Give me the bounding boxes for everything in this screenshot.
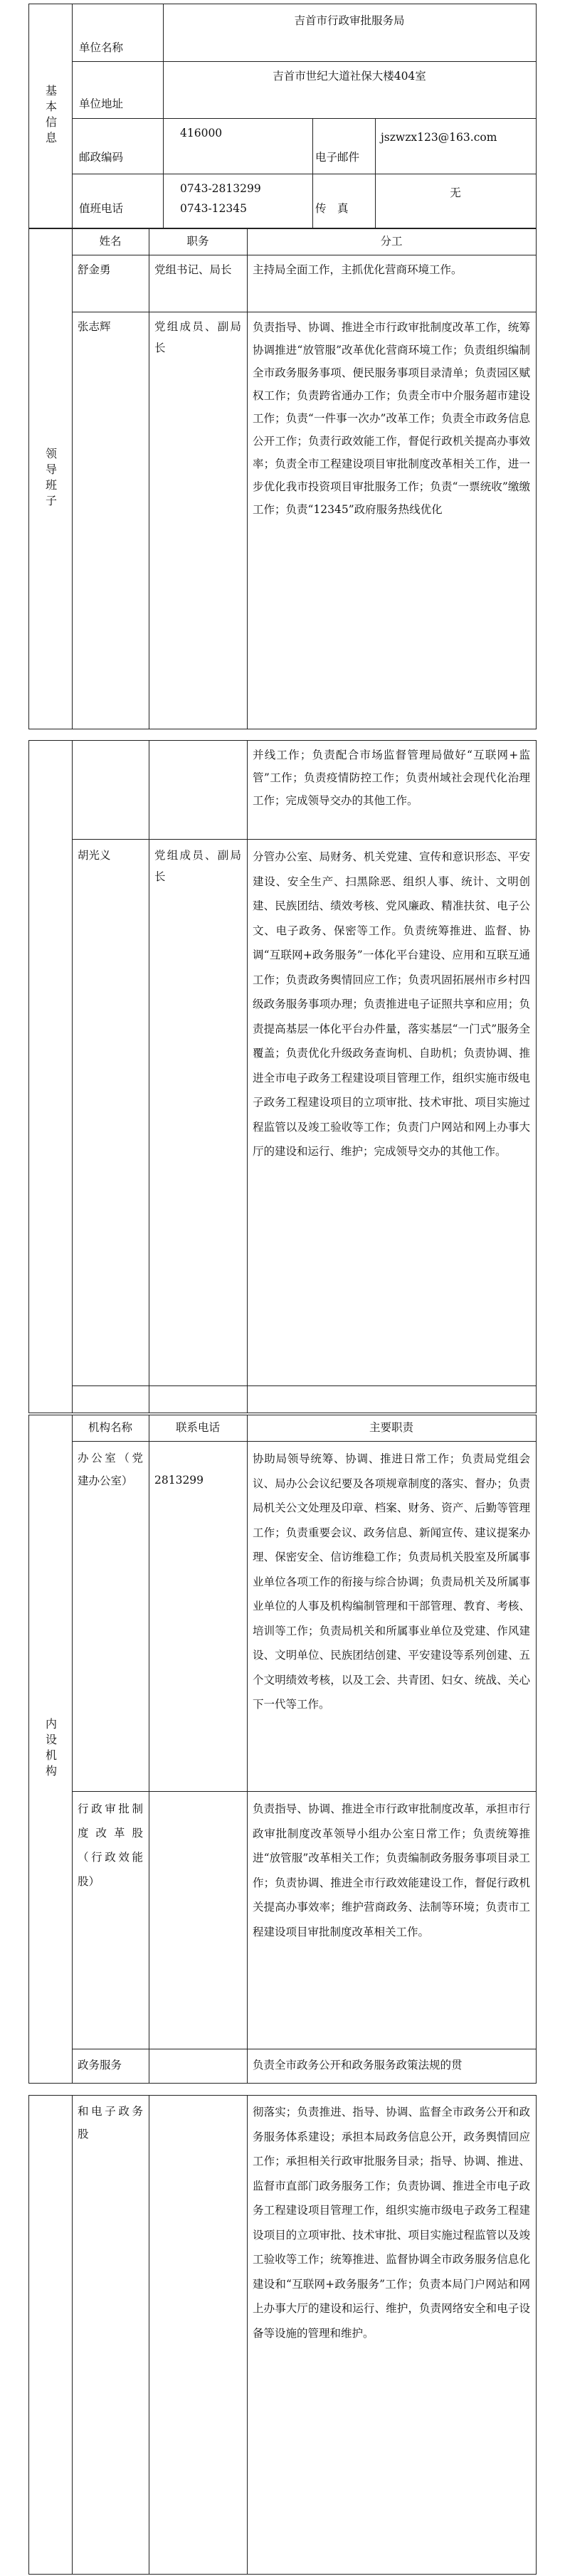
unit-name-label: 单位名称 bbox=[79, 41, 124, 54]
leaders-col-name: 姓名 bbox=[99, 235, 122, 248]
internal-col-duty: 主要职责 bbox=[369, 1421, 413, 1434]
postcode-value: 416000 bbox=[180, 127, 223, 139]
basic-info-side-label: 基本信息 bbox=[43, 85, 58, 147]
org-duty: 负责指导、协调、推进全市行政审批制度改革，承担市行政审批制度改革领导小组办公室日常工作；负责统筹推进“放管服”改革相关工作；负责编制政务服务事项目录工作；负责协调、推进全市行政效能建设工作，督促行政机关提高办事效率；维护营商政务、法制等环境；负责市工程建设项目审批制度改革相关工作。 bbox=[253, 1802, 530, 1938]
leader-title: 党组成员、副局长 bbox=[154, 320, 241, 354]
duty-phone-2: 0743-12345 bbox=[180, 202, 247, 215]
org-name-continued: 和电子政务股 bbox=[78, 2105, 143, 2140]
leaders-col-title: 职务 bbox=[186, 235, 209, 248]
leader-duty: 分管办公室、局财务、机关党建、宣传和意识形态、平安建设、安全生产、扫黑除恶、组织人事、统计、文明创建、民族团结、绩效考核、党风廉政、精准扶贫、电子公文、电子政务、保密等工作。负责统筹推进、监督、协调“互联网+政务服务”一体化平台建设、应用和互联互通工作；负责政务舆情回应工作；负责巩固拓展州市乡村四级政务服务事项办理；负责推进电子证照共享和应用；负责提高基层一体化平台办件量，落实基层“一门式”服务全覆盖；负责优化升级政务查询机、自助机；负责协调、推进全市电子政务工程建设项目管理工作，组织实施市级电子政务工程建设项目的立项审批、技术审批、项目实施过程监管以及竣工验收等工作；负责门户网站和网上办事大厅的建设和运行、维护；完成领导交办的其他工作。 bbox=[253, 850, 530, 1158]
leader-title: 党组书记、局长 bbox=[154, 263, 232, 276]
leader-duty-continued: 并线工作；负责配合市场监督管理局做好“互联网+监管”工作；负责疫情防控工作；负责州域社会现代化治理工作；完成领导交办的其他工作。 bbox=[253, 749, 530, 807]
address-value: 吉首市世纪大道社保大楼404室 bbox=[273, 70, 426, 83]
org-phone: 2813299 bbox=[154, 1474, 204, 1487]
internal-org-side-label: 内设机构 bbox=[43, 1718, 58, 1780]
leader-name: 张志辉 bbox=[78, 320, 111, 333]
leader-duty: 负责指导、协调、推进全市行政审批制度改革工作，统筹协调推进“放管服”改革优化营商环境工作；负责组织编制全市政务服务事项、便民服务事项目录清单；负责园区赋权工作；负责跨省通办工作；负责全市中介服务超市建设工作；负责“一件事一次办”改革工作；负责全市政务信息公开工作；负责行政效能工作，督促行政机关提高办事效率；负责全市工程建设项目审批制度改革相关工作，进一步优化我市投资项目审批服务工作；负责“一票统收”缴缴工作；负责“12345”政府服务热线优化 bbox=[253, 321, 530, 516]
basic-info-section bbox=[28, 4, 537, 228]
email-label: 电子邮件 bbox=[315, 151, 360, 164]
org-duty-continued: 彻落实；负责推进、指导、协调、监督全市政务公开和政务服务体系建设；承担本局政务信息公开，政务舆情回应工作；承担相关行政审批服务目录；指导、协调、推进、监督市直部门政务服务工作；负责协调、推进全市电子政务工程建设项目管理工作，组织实施市级电子政务工程建设项目的立项审批、技术审批、项目实施过程监管以及竣工验收等工作；统筹推进、监督协调全市政务服务信息化建设和“互联网+政务服务”工作；负责本局门户网站和网上办事大厅的建设和运行、维护，负责网络安全和电子设备等设施的管理和维护。 bbox=[253, 2106, 530, 2340]
duty-phone-label: 值班电话 bbox=[79, 202, 124, 215]
leader-duty: 主持局全面工作，主抓优化营商环境工作。 bbox=[253, 263, 463, 276]
leader-title: 党组成员、副局长 bbox=[154, 849, 241, 883]
postcode-label: 邮政编码 bbox=[79, 151, 124, 164]
org-duty: 负责全市政务公开和政务服务政策法规的贯 bbox=[253, 2059, 463, 2071]
leaders-section bbox=[28, 228, 537, 729]
org-phone bbox=[149, 1794, 247, 1800]
leader-name: 舒金勇 bbox=[78, 263, 111, 276]
org-phone bbox=[149, 2052, 247, 2057]
internal-org-section bbox=[28, 1415, 537, 2084]
org-name: 政务服务 bbox=[78, 2059, 122, 2071]
internal-org-continued-section bbox=[28, 2095, 537, 2575]
fax-label: 传 真 bbox=[315, 202, 349, 215]
leaders-col-duty: 分工 bbox=[380, 235, 403, 248]
leaders-continued-section bbox=[28, 740, 537, 1413]
address-label: 单位地址 bbox=[79, 97, 124, 110]
org-name: 行政审批制度改革股（行政效能股） bbox=[78, 1802, 143, 1888]
org-name: 办公室（党建办公室） bbox=[78, 1452, 143, 1487]
leader-name: 胡光义 bbox=[78, 849, 111, 862]
internal-col-phone: 联系电话 bbox=[175, 1421, 220, 1434]
duty-phone-1: 0743-2813299 bbox=[180, 182, 261, 195]
email-value: jszwzx123@163.com bbox=[381, 131, 497, 144]
internal-col-org: 机构名称 bbox=[88, 1421, 132, 1434]
leaders-side-label: 领导班子 bbox=[43, 448, 58, 510]
org-duty: 协助局领导统筹、协调、推进日常工作；负责局党组会议、局办公会议纪要及各项规章制度的落实、督办；负责局机关公文处理及印章、档案、财务、资产、后勤等管理工作；负责重要会议、政务信息、新闻宣传、建议提案办理、保密安全、信访维稳工作；负责局机关股室及所属事业单位各项工作的衔接与综合协调；负责局机关及所属事业单位的人事及机构编制管理和干部管理、教育、考核、培训等工作；负责局机关和所属事业单位及党建、作风建设、文明单位、民族团结创建、平安建设等系列创建、五个文明绩效考核，以及工会、共青团、妇女、统战、关心下一代等工作。 bbox=[253, 1452, 530, 1711]
fax-value: 无 bbox=[450, 186, 461, 199]
unit-name-value: 吉首市行政审批服务局 bbox=[294, 14, 405, 27]
